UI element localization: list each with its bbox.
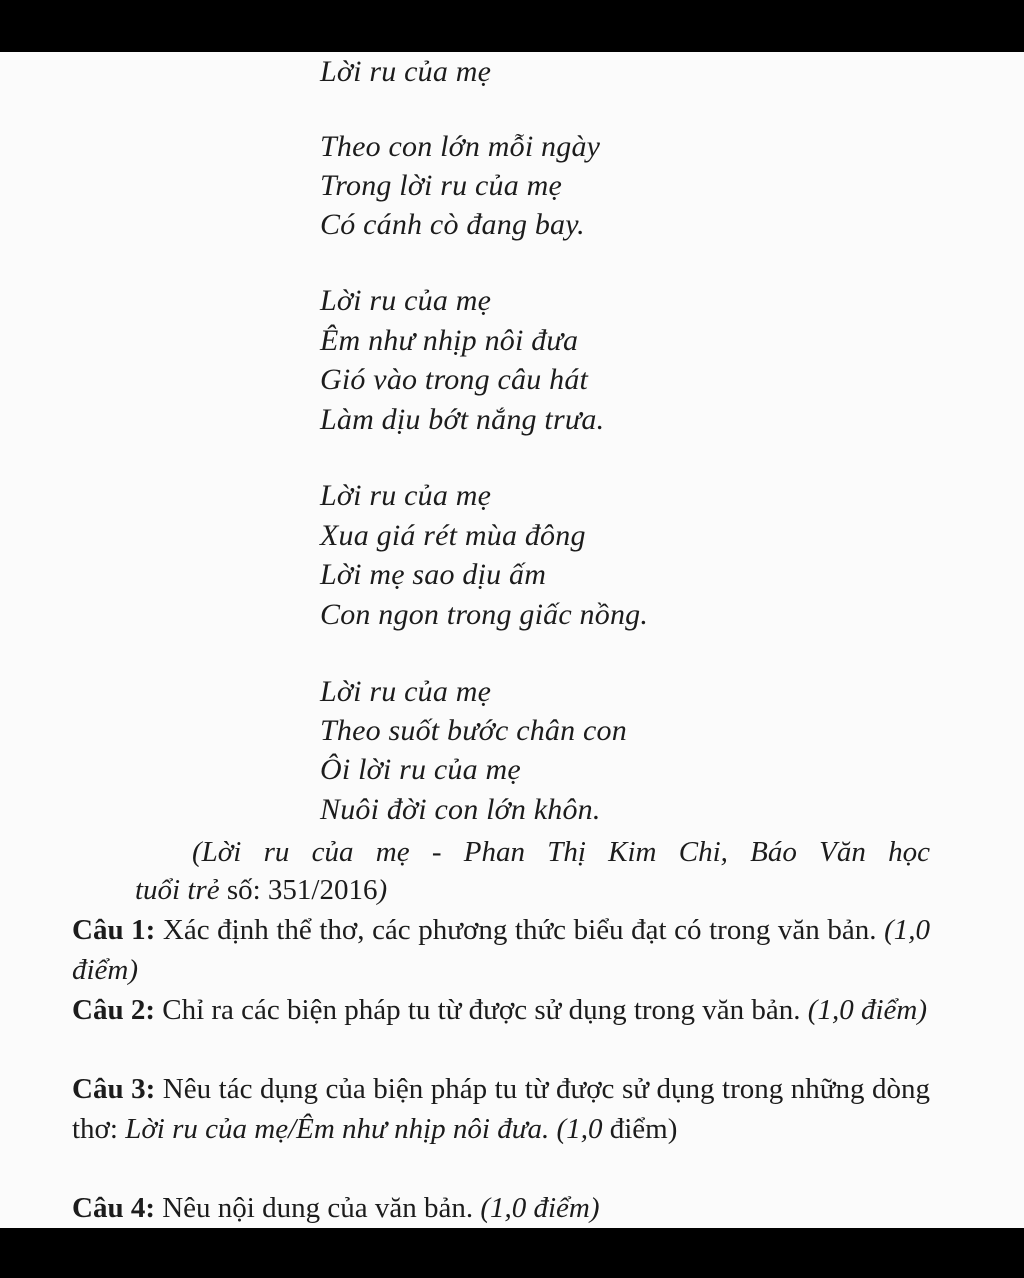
question-label: Câu 4:: [72, 1192, 155, 1224]
poem-line: Gió vào trong câu hát: [320, 363, 589, 396]
poem-line: Lời ru của mẹ: [320, 284, 492, 317]
question-text: Nêu nội dung của văn bản.: [154, 1192, 481, 1224]
question-1: [72, 910, 930, 990]
poem-line: Trong lời ru của mẹ: [320, 169, 563, 202]
question-points: (1,0 điểm): [807, 994, 927, 1026]
source-citation-line2: [135, 870, 387, 910]
source-citation-line1: (Lời ru của mẹ - Phan Thị Kim Chi, Báo Văn học: [192, 836, 930, 868]
question-4: [72, 1188, 930, 1228]
top-black-bar: [0, 0, 1024, 52]
question-quote: Lời ru của mẹ/Êm như nhịp nôi đưa. (1,0: [125, 1113, 603, 1145]
source-italic: tuổi trẻ: [135, 874, 220, 906]
poem-line: Theo suốt bước chân con: [320, 714, 627, 747]
poem-line: Lời ru của mẹ: [320, 479, 492, 512]
poem-line: Làm dịu bớt nắng trưa.: [320, 403, 605, 436]
question-label: Câu 1:: [72, 914, 156, 946]
poem-line: Xua giá rét mùa đông: [320, 519, 586, 552]
source-close: ): [377, 874, 388, 906]
poem-line: Theo con lớn mỗi ngày: [320, 130, 601, 163]
poem-line: Lời mẹ sao dịu ấm: [320, 558, 547, 591]
poem-line: Ôi lời ru của mẹ: [320, 753, 521, 786]
question-text: Xác định thể thơ, các phương thức biểu đạt có trong văn bản.: [155, 914, 885, 946]
poem-line: Nuôi đời con lớn khôn.: [320, 793, 601, 826]
question-points: điểm): [602, 1113, 678, 1145]
question-text: Nêu tác dụng của biện pháp tu từ được sử dụng trong những dòng thơ:: [72, 1073, 930, 1145]
question-label: Câu 2:: [72, 994, 155, 1026]
poem-line: Có cánh cò đang bay.: [320, 208, 585, 241]
question-text: Chỉ ra các biện pháp tu từ được sử dụng trong văn bản.: [154, 994, 808, 1026]
poem-line: Lời ru của mẹ: [320, 675, 492, 708]
bottom-black-bar: [0, 1228, 1024, 1278]
question-points: (1,0 điểm): [480, 1192, 600, 1224]
poem-line: Con ngon trong giấc nồng.: [320, 598, 649, 631]
source-issue: số: 351/2016: [219, 874, 378, 906]
poem-line: Lời ru của mẹ: [320, 55, 492, 88]
document-page: [0, 52, 1024, 1228]
poem-line: Êm như nhịp nôi đưa: [320, 324, 579, 357]
question-points: (1,0 điểm): [72, 914, 930, 986]
question-label: Câu 3:: [72, 1073, 156, 1105]
question-3: [72, 1069, 930, 1149]
question-2: [72, 990, 930, 1030]
